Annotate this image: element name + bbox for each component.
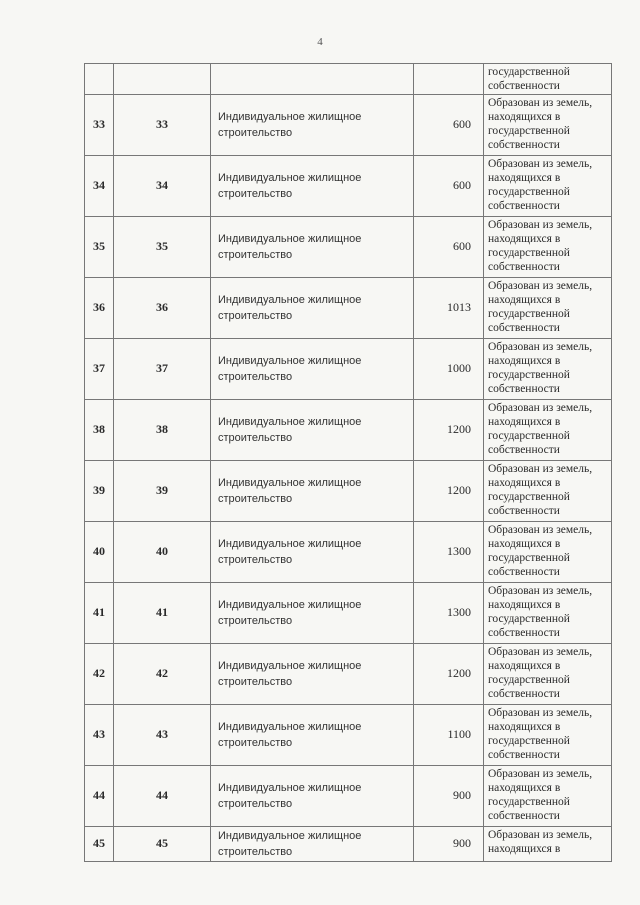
note-line: Образован из земель,: [488, 157, 593, 170]
note-line: государственной: [488, 613, 570, 626]
note-line: Образован из земель,: [488, 523, 593, 536]
note-line: Образован из земель,: [488, 218, 593, 231]
note-line: собственности: [488, 688, 560, 701]
permitted-use-line: Индивидуальное жилищное: [218, 720, 362, 733]
note-line: собственности: [488, 444, 560, 457]
area-cell: 1013: [414, 277, 484, 338]
note-line: находящихся в: [488, 720, 561, 733]
note-line: государственной: [488, 430, 570, 443]
note-line: Образован из земель,: [488, 828, 593, 841]
note-cell: [484, 277, 612, 338]
note-line: находящихся в: [488, 598, 561, 611]
note-line: государственной: [488, 369, 570, 382]
permitted-use-cell: [211, 643, 414, 704]
permitted-use-cell: [211, 826, 414, 861]
note-line: собственности: [488, 139, 560, 152]
note-line: государственной: [488, 735, 570, 748]
area-cell: 600: [414, 155, 484, 216]
plot-number-cell: 41: [114, 582, 211, 643]
note-line: находящихся в: [488, 476, 561, 489]
permitted-use-cell: [211, 765, 414, 826]
permitted-use-cell: [211, 399, 414, 460]
permitted-use-line: строительство: [218, 126, 293, 139]
note-cell: [484, 704, 612, 765]
row-number-cell: 44: [85, 765, 114, 826]
row-number-cell: 35: [85, 216, 114, 277]
table-row: [85, 765, 612, 826]
area-cell: 600: [414, 94, 484, 155]
permitted-use-line: строительство: [218, 431, 293, 444]
row-number-cell: 36: [85, 277, 114, 338]
area-cell: 1000: [414, 338, 484, 399]
row-number-cell: 45: [85, 826, 114, 861]
permitted-use-line: строительство: [218, 797, 293, 810]
area-cell: [414, 64, 484, 95]
note-line: государственной: [488, 552, 570, 565]
area-cell: 1200: [414, 460, 484, 521]
note-line: собственности: [488, 749, 560, 762]
note-line: Образован из земель,: [488, 96, 593, 109]
table-row: [85, 155, 612, 216]
note-cell: [484, 521, 612, 582]
permitted-use-line: Индивидуальное жилищное: [218, 537, 362, 550]
permitted-use-cell: [211, 582, 414, 643]
note-line: собственности: [488, 810, 560, 823]
note-line: Образован из земель,: [488, 645, 593, 658]
note-cell: [484, 643, 612, 704]
note-line: государственной: [488, 674, 570, 687]
row-number-cell: [85, 64, 114, 95]
note-line: собственности: [488, 261, 560, 274]
note-cell: [484, 64, 612, 95]
plot-number-cell: 37: [114, 338, 211, 399]
note-line: государственной: [488, 247, 570, 260]
page-number: 4: [317, 36, 323, 48]
permitted-use-line: строительство: [218, 187, 293, 200]
row-number-cell: 33: [85, 94, 114, 155]
note-line: Образован из земель,: [488, 401, 593, 414]
permitted-use-line: Индивидуальное жилищное: [218, 110, 362, 123]
permitted-use-cell: [211, 64, 414, 95]
permitted-use-line: Индивидуальное жилищное: [218, 476, 362, 489]
permitted-use-cell: [211, 338, 414, 399]
permitted-use-line: строительство: [218, 675, 293, 688]
permitted-use-cell: [211, 521, 414, 582]
permitted-use-line: Индивидуальное жилищное: [218, 232, 362, 245]
note-line: собственности: [488, 627, 560, 640]
row-number-cell: 41: [85, 582, 114, 643]
note-line: собственности: [488, 80, 560, 93]
row-number-cell: 39: [85, 460, 114, 521]
permitted-use-line: Индивидуальное жилищное: [218, 829, 362, 842]
permitted-use-line: Индивидуальное жилищное: [218, 293, 362, 306]
note-cell: [484, 338, 612, 399]
area-cell: 1300: [414, 521, 484, 582]
note-cell: [484, 460, 612, 521]
table-row: [85, 521, 612, 582]
table-row: [85, 704, 612, 765]
note-line: государственной: [488, 491, 570, 504]
table-row-continued: [85, 64, 612, 95]
permitted-use-cell: [211, 704, 414, 765]
note-line: государственной: [488, 796, 570, 809]
note-line: государственной: [488, 66, 570, 78]
permitted-use-line: Индивидуальное жилищное: [218, 354, 362, 367]
note-line: Образован из земель,: [488, 462, 593, 475]
note-cell: [484, 582, 612, 643]
land-plots-table: [84, 63, 612, 862]
row-number-cell: 34: [85, 155, 114, 216]
note-line: находящихся в: [488, 110, 561, 123]
area-cell: 1200: [414, 399, 484, 460]
note-line: собственности: [488, 200, 560, 213]
row-number-cell: 43: [85, 704, 114, 765]
permitted-use-cell: [211, 94, 414, 155]
note-cell: [484, 216, 612, 277]
note-line: находящихся в: [488, 415, 561, 428]
note-line: собственности: [488, 566, 560, 579]
permitted-use-line: строительство: [218, 370, 293, 383]
permitted-use-line: строительство: [218, 492, 293, 505]
area-cell: 1300: [414, 582, 484, 643]
permitted-use-line: Индивидуальное жилищное: [218, 171, 362, 184]
plot-number-cell: 36: [114, 277, 211, 338]
note-line: собственности: [488, 383, 560, 396]
plot-number-cell: 39: [114, 460, 211, 521]
row-number-cell: 42: [85, 643, 114, 704]
note-line: собственности: [488, 322, 560, 335]
note-line: находящихся в: [488, 293, 561, 306]
row-number-cell: 37: [85, 338, 114, 399]
table-body: [85, 64, 612, 862]
note-line: Образован из земель,: [488, 767, 593, 780]
permitted-use-cell: [211, 460, 414, 521]
note-cell: [484, 765, 612, 826]
table-row: [85, 216, 612, 277]
area-cell: 600: [414, 216, 484, 277]
permitted-use-line: Индивидуальное жилищное: [218, 659, 362, 672]
plot-number-cell: 40: [114, 521, 211, 582]
note-line: находящихся в: [488, 781, 561, 794]
note-line: находящихся в: [488, 171, 561, 184]
note-cell: [484, 155, 612, 216]
permitted-use-line: Индивидуальное жилищное: [218, 415, 362, 428]
permitted-use-line: строительство: [218, 736, 293, 749]
permitted-use-line: строительство: [218, 614, 293, 627]
permitted-use-line: строительство: [218, 845, 293, 858]
plot-number-cell: 35: [114, 216, 211, 277]
note-cell: [484, 826, 612, 861]
note-line: собственности: [488, 505, 560, 518]
plot-number-cell: 44: [114, 765, 211, 826]
table-row: [85, 582, 612, 643]
table-row: [85, 826, 612, 861]
note-line: государственной: [488, 308, 570, 321]
area-cell: 900: [414, 826, 484, 861]
note-line: Образован из земель,: [488, 340, 593, 353]
plot-number-cell: 33: [114, 94, 211, 155]
note-line: находящихся в: [488, 354, 561, 367]
table-row: [85, 277, 612, 338]
plot-number-cell: 38: [114, 399, 211, 460]
row-number-cell: 40: [85, 521, 114, 582]
permitted-use-line: Индивидуальное жилищное: [218, 781, 362, 794]
note-line: Образован из земель,: [488, 584, 593, 597]
plot-number-cell: 43: [114, 704, 211, 765]
note-line: Образован из земель,: [488, 706, 593, 719]
note-line: находящихся в: [488, 842, 561, 855]
table-row: [85, 460, 612, 521]
note-cell: [484, 399, 612, 460]
table-row: [85, 338, 612, 399]
area-cell: 1100: [414, 704, 484, 765]
plot-number-cell: 45: [114, 826, 211, 861]
note-line: государственной: [488, 125, 570, 138]
row-number-cell: 38: [85, 399, 114, 460]
permitted-use-line: Индивидуальное жилищное: [218, 598, 362, 611]
table-row: [85, 399, 612, 460]
table-row: [85, 643, 612, 704]
table-row: [85, 94, 612, 155]
note-line: Образован из земель,: [488, 279, 593, 292]
area-cell: 1200: [414, 643, 484, 704]
permitted-use-line: строительство: [218, 248, 293, 261]
note-cell: [484, 94, 612, 155]
area-cell: 900: [414, 765, 484, 826]
note-line: находящихся в: [488, 232, 561, 245]
plot-number-cell: [114, 64, 211, 95]
plot-number-cell: 42: [114, 643, 211, 704]
note-line: государственной: [488, 186, 570, 199]
note-line: находящихся в: [488, 537, 561, 550]
permitted-use-cell: [211, 155, 414, 216]
permitted-use-line: строительство: [218, 553, 293, 566]
permitted-use-cell: [211, 277, 414, 338]
permitted-use-line: строительство: [218, 309, 293, 322]
plot-number-cell: 34: [114, 155, 211, 216]
note-line: находящихся в: [488, 659, 561, 672]
permitted-use-cell: [211, 216, 414, 277]
